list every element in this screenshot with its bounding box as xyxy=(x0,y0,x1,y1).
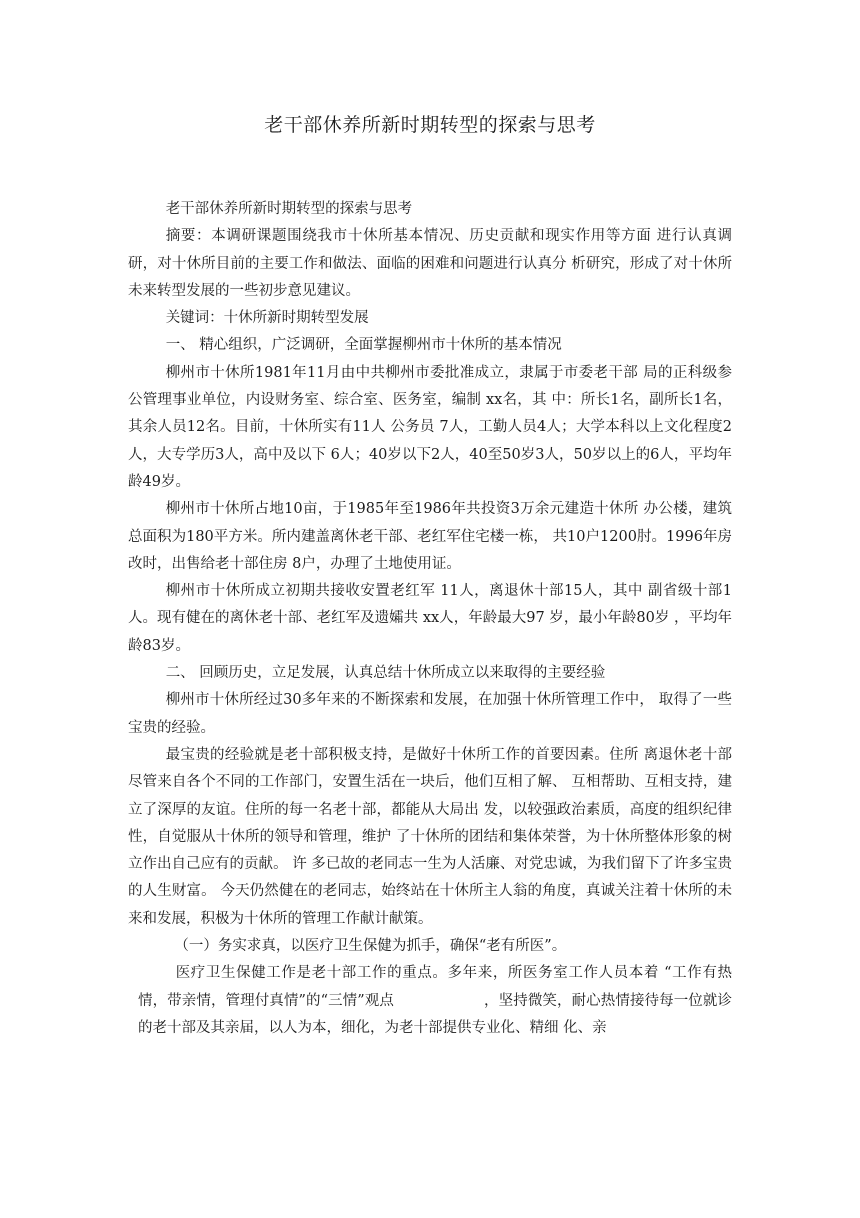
paragraph-medical-part1: 医疗卫生保健工作是老十部工作的重点。多年来，所医务室工作人员本着 “工作有热情，带亲情，管理付真情”的“三情”观点 xyxy=(138,965,732,1009)
paragraph-basic-info: 柳州市十休所1981年11月由中共柳州市委批准成立，隶属于市委老干部 局的正科级参公管理事业单位，内设财务室、综合室、医务室，编制 xx名，其 中：所长1名，副所长1名，其余人员12名。目前，十休所实有11人 公务员 7人，工勤人员4人；大学本科以上文化程度2人，大专学历3人，高中及以下 6人；40岁以下2人，40至50岁3人，50岁以上的6人，平均年龄49岁。 xyxy=(128,364,732,490)
paragraph-facilities: 柳州市十休所占地10亩，于1985年至1986年共投资3万余元建造十休所 办公楼，建筑总面积为180平方米。所内建盖离休老干部、老红军住宅楼一栋， 共10户1200肘。1996年房改时，出售给老十部住房 8户，办理了土地使用证。 xyxy=(128,501,732,572)
paragraph-support: 最宝贵的经验就是老十部积极支持，是做好十休所工作的首要因素。住所 离退休老十部尽管来自各个不同的工作部门，安置生活在一块后，他们互相了解、 互相帮助、互相支持，建立了深厚的友谊。住所的每一名老十部，都能从大局出 发，以较强政治素质，高度的组织纪律性，自觉服从十休所的领导和管理，维护 了十休所的团结和集体荣誉，为十休所整体形象的树立作出自己应有的贡献。 许 多已故的老同志一生为人活廉、对党忠诚，为我们留下了许多宝贵的人生财富。 今天仍然健在的老同志，始终站在十休所主人翁的角度，真诚关注着十休所的未 来和发展，积极为十休所的管理工作献计献策。 xyxy=(128,746,732,927)
paragraph-residents: 柳州市十休所成立初期共接收安置老红军 11人，离退休十部15人，其中 副省级十部1人。现有健在的离休老十部、老红军及遗孀共 xx人，年龄最大97 岁，最小年龄80岁 ，平均年龄83岁。 xyxy=(128,583,732,654)
paragraph-abstract: 摘要：本调研课题围绕我市十休所基本情况、历史贡献和现实作用等方面 进行认真调研，对十休所目前的主要工作和做法、面临的困难和问题进行认真分 析研究，形成了对十休所未来转型发展的一些初步意见建议。 xyxy=(128,228,732,299)
paragraph-heading-repeat: 老干部休养所新时期转型的探索与思考 xyxy=(165,201,413,217)
paragraph-medical xyxy=(128,960,732,1042)
document-body xyxy=(128,196,732,1042)
section-heading-1: 一、 精心组织，广泛调研，全面掌握柳州市十休所的基本情况 xyxy=(165,337,562,354)
subsection-heading-1: （一）务实求真，以医疗卫生保健为抓手，确保“老有所医”。 xyxy=(174,938,567,955)
paragraph-keywords: 关键词：十休所新时期转型发展 xyxy=(165,310,369,327)
paragraph-experience: 柳州市十休所经过30多年来的不断探索和发展，在加强十休所管理工作中， 取得了一些宝贵的经验。 xyxy=(128,692,732,736)
document-title: 老干部休养所新时期转型的探索与思考 xyxy=(264,114,596,136)
paragraph-medical-part2: ，坚持微笑，耐心热情接待每一位就诊的老十部及其亲届，以人为本，细化，为老十部提供专业化、精细 化、亲 xyxy=(138,992,732,1036)
section-heading-2: 二、 回顾历史，立足发展，认真总结十休所成立以来取得的主要经验 xyxy=(165,665,606,682)
